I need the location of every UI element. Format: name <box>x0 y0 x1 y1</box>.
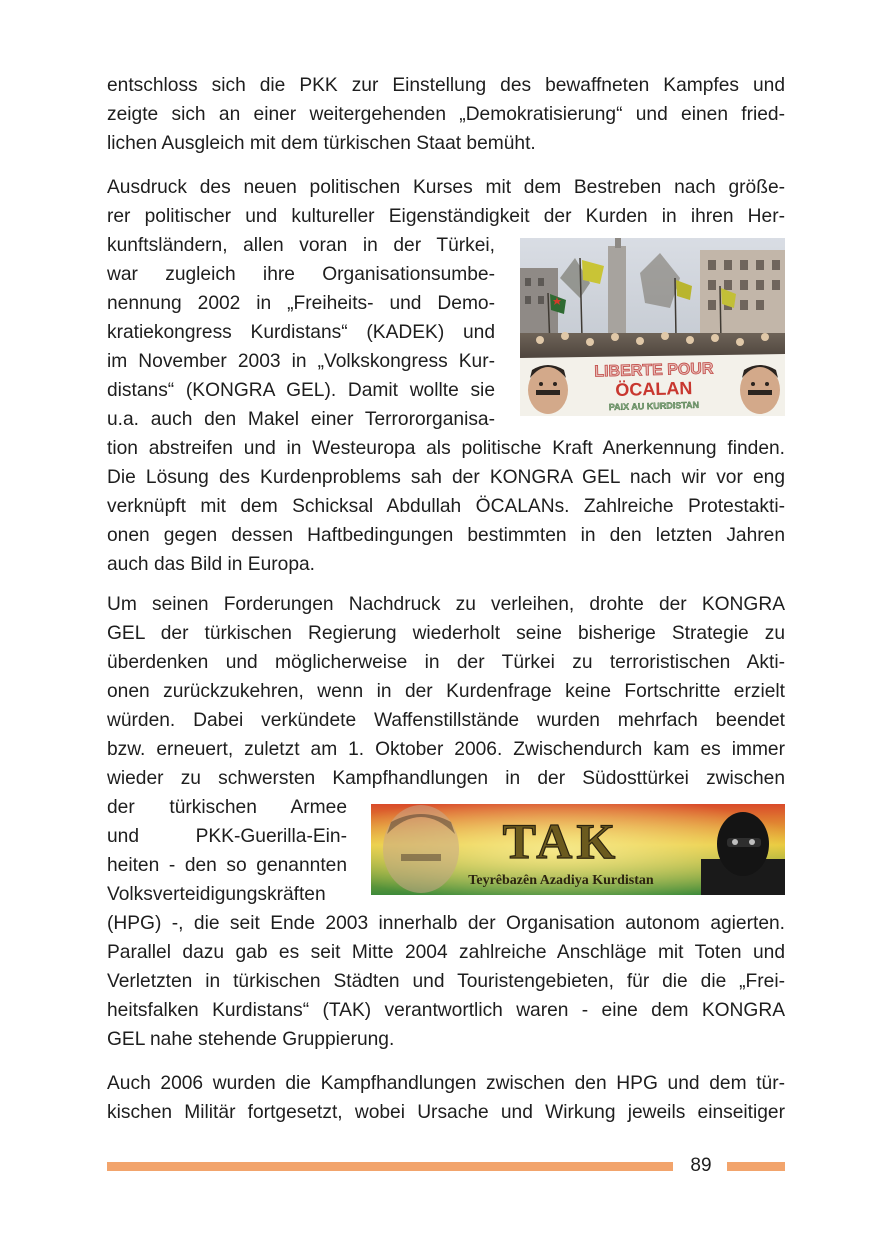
banner-text-line-2: ÖCALAN <box>615 377 693 401</box>
body-line: war zugleich ihre Organisationsumbe- <box>107 264 495 285</box>
body-line: lichen Ausgleich mit dem türkischen Staat bemüht. <box>107 133 536 154</box>
body-line: Parallel dazu gab es seit Mitte 2004 zahlreiche Anschläge mit Toten und <box>107 942 785 963</box>
body-line: entschloss sich die PKK zur Einstellung des bewaffneten Kampfes und <box>107 75 785 96</box>
body-line: tion abstreifen und in Westeuropa als politische Kraft Anerkennung finden. <box>107 438 785 459</box>
banner-text-line-1: LIBERTE POUR <box>594 360 714 381</box>
body-line: Auch 2006 wurden die Kampfhandlungen zwischen den HPG und dem tür- <box>107 1073 785 1094</box>
body-line: und PKK-Guerilla-Ein- <box>107 826 347 847</box>
demonstration-photo <box>520 238 785 416</box>
body-line: distans“ (KONGRA GEL). Damit wollte sie <box>107 380 495 401</box>
body-line: heiten - den so genannten <box>107 855 347 876</box>
body-line: kunftsländern, allen voran in der Türkei, <box>107 235 495 256</box>
body-line: onen zurückzukehren, wenn in der Kurdenfrage keine Fortschritte erzielt <box>107 681 785 702</box>
body-line: bzw. erneuert, zuletzt am 1. Oktober 2006. Zwischendurch kam es immer <box>107 739 785 760</box>
body-line: nennung 2002 in „Freiheits- und Demo- <box>107 293 495 314</box>
body-line: u.a. auch den Makel einer Terrororganisa- <box>107 409 495 430</box>
body-line: würden. Dabei verkündete Waffenstillstände wurden mehrfach beendet <box>107 710 785 731</box>
body-line: onen gegen dessen Haftbedingungen bestimmten in den letzten Jahren <box>107 525 785 546</box>
tak-banner-image <box>371 804 785 895</box>
body-line: GEL der türkischen Regierung wiederholt seine bisherige Strategie zu <box>107 623 785 644</box>
body-line: Verletzten in türkischen Städten und Touristengebieten, für die die „Frei- <box>107 971 785 992</box>
body-line: kischen Militär fortgesetzt, wobei Ursache und Wirkung jeweils einseitiger <box>107 1102 785 1123</box>
body-line: heitsfalken Kurdistans“ (TAK) verantwortlich waren - eine dem KONGRA <box>107 1000 785 1021</box>
tak-logo-text: TAK <box>502 813 620 869</box>
footer-rule-right <box>727 1162 785 1171</box>
body-line: der türkischen Armee <box>107 797 347 818</box>
body-line: überdenken und möglicherweise in der Türkei zu terroristischen Akti- <box>107 652 785 673</box>
page-number: 89 <box>690 1155 712 1176</box>
body-line: wieder zu schwersten Kampfhandlungen in der Südosttürkei zwischen <box>107 768 785 789</box>
body-line: Volksverteidigungskräften <box>107 884 326 905</box>
body-line: zeigte sich an einer weitergehenden „Demokratisierung“ und einen fried- <box>107 104 785 125</box>
body-line: Um seinen Forderungen Nachdruck zu verleihen, drohte der KONGRA <box>107 594 785 615</box>
tak-subtitle-text: Teyrêbazên Azadiya Kurdistan <box>468 873 654 888</box>
body-line: im November 2003 in „Volkskongress Kur- <box>107 351 495 372</box>
banner-text-line-3: PAIX AU KURDISTAN <box>608 399 700 413</box>
body-line: auch das Bild in Europa. <box>107 554 315 575</box>
body-line: Die Lösung des Kurdenproblems sah der KONGRA GEL nach wir vor eng <box>107 467 785 488</box>
footer-rule-left <box>107 1162 673 1171</box>
body-line: GEL nahe stehende Gruppierung. <box>107 1029 395 1050</box>
body-line: verknüpft mit dem Schicksal Abdullah ÖCALANs. Zahlreiche Protestakti- <box>107 496 785 517</box>
body-line: rer politischer und kultureller Eigenständigkeit der Kurden in ihren Her- <box>107 206 785 227</box>
body-line: (HPG) -, die seit Ende 2003 innerhalb der Organisation autonom agierten. <box>107 913 785 934</box>
body-line: Ausdruck des neuen politischen Kurses mit dem Bestreben nach größe- <box>107 177 785 198</box>
body-line: kratiekongress Kurdistans“ (KADEK) und <box>107 322 495 343</box>
